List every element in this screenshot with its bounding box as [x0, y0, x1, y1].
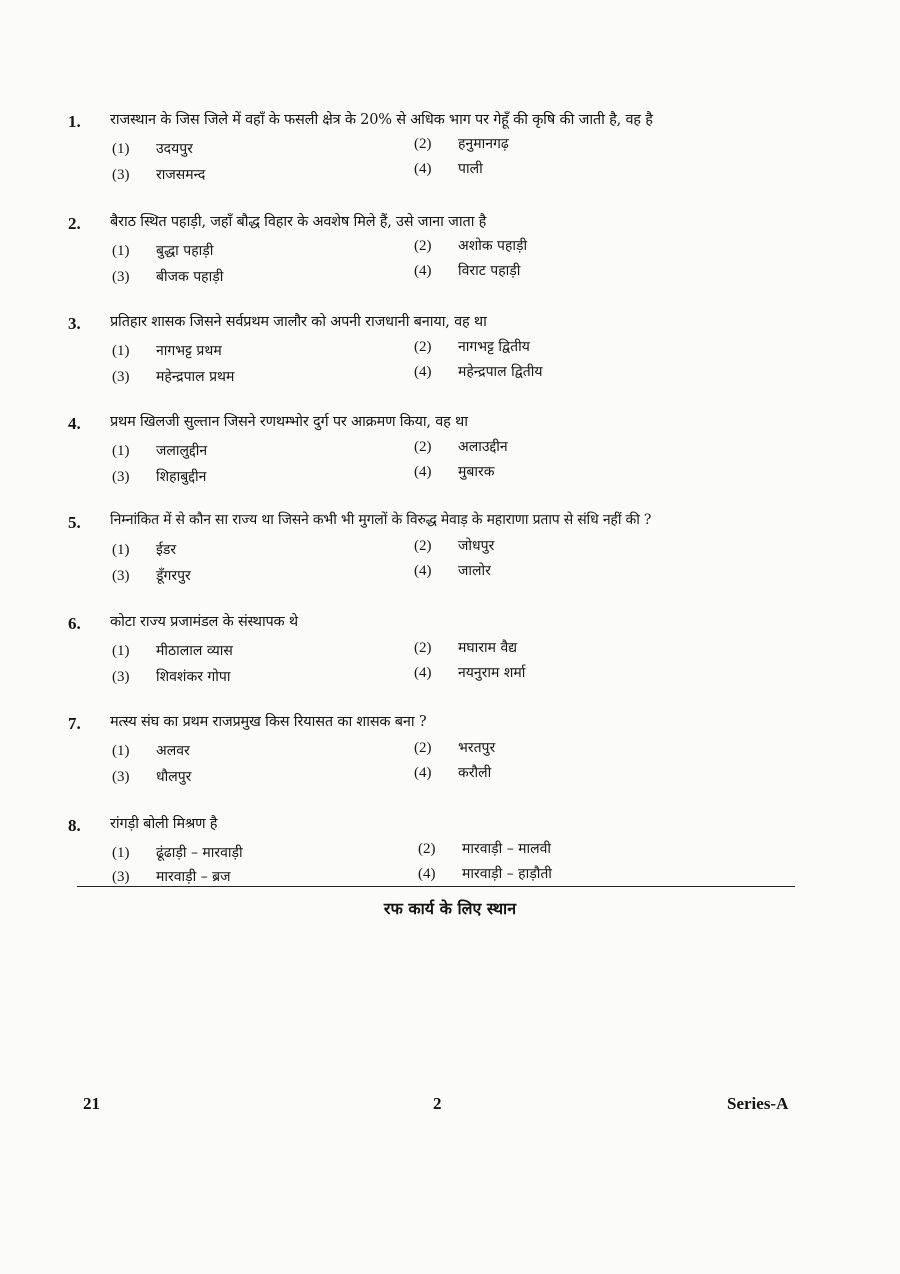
question-number: 7. [68, 714, 81, 733]
option-2: (2) मघाराम वैद्य [414, 640, 518, 656]
option-1: (1) अलवर [112, 743, 190, 759]
divider [77, 886, 795, 887]
option-1: (1) नागभट्ट प्रथम [112, 343, 222, 359]
option-2: (2) भरतपुर [414, 740, 496, 756]
option-3: (3) शिवशंकर गोपा [112, 669, 231, 685]
option-4: (4) जालोर [414, 563, 491, 579]
option-1: (1) उदयपुर [112, 141, 193, 157]
option-4: (4) मारवाड़ी – हाड़ौती [418, 866, 552, 882]
question-number: 6. [68, 614, 81, 633]
option-1: (1) ढूंढाड़ी – मारवाड़ी [112, 845, 243, 861]
option-1: (1) जलालुद्दीन [112, 443, 208, 459]
option-2: (2) अशोक पहाड़ी [414, 238, 528, 254]
option-3: (3) शिहाबुद्दीन [112, 469, 207, 485]
option-4: (4) महेन्द्रपाल द्वितीय [414, 364, 543, 380]
option-3: (3) राजसमन्द [112, 167, 206, 183]
question-text: निम्नांकित में से कौन सा राज्य था जिसने कभी भी मुगलों के विरुद्ध मेवाड़ के महाराणा प्रताप से संधि नहीं की ? [110, 512, 652, 528]
question-number: 4. [68, 414, 81, 433]
question-number: 2. [68, 214, 81, 233]
option-3: (3) महेन्द्रपाल प्रथम [112, 369, 235, 385]
paper-code: 21 [83, 1094, 100, 1113]
question-number: 8. [68, 816, 81, 835]
question-text: कोटा राज्य प्रजामंडल के संस्थापक थे [110, 614, 298, 630]
option-3: (3) मारवाड़ी – ब्रज [112, 869, 231, 885]
option-4: (4) मुबारक [414, 464, 495, 480]
option-2: (2) अलाउद्दीन [414, 439, 508, 455]
question-text: मत्स्य संघ का प्रथम राजप्रमुख किस रियासत का शासक बना ? [110, 714, 427, 730]
option-4: (4) नयनुराम शर्मा [414, 665, 526, 681]
rough-work-heading: रफ कार्य के लिए स्थान [383, 899, 517, 918]
option-1: (1) बुद्धा पहाड़ी [112, 243, 214, 259]
question-text: प्रतिहार शासक जिसने सर्वप्रथम जालौर को अपनी राजधानी बनाया, वह था [110, 314, 487, 330]
question-number: 3. [68, 314, 81, 333]
option-1: (1) मीठालाल व्यास [112, 643, 233, 659]
question-number: 1. [68, 112, 81, 131]
option-4: (4) विराट पहाड़ी [414, 263, 521, 279]
option-3: (3) बीजक पहाड़ी [112, 269, 224, 285]
question-number: 5. [68, 513, 81, 532]
option-2: (2) जोधपुर [414, 538, 495, 554]
question-text: राजस्थान के जिस जिले में वहाँ के फसली क्षेत्र के 20% से अधिक भाग पर गेहूँ की कृषि की जाती है, वह है [110, 112, 653, 128]
option-3: (3) डूँगरपुर [112, 568, 191, 584]
question-text: रांगड़ी बोली मिश्रण है [110, 816, 218, 832]
option-2: (2) मारवाड़ी – मालवी [418, 841, 552, 857]
option-1: (1) ईडर [112, 542, 177, 558]
option-3: (3) धौलपुर [112, 769, 192, 785]
page-number: 2 [433, 1094, 442, 1113]
question-text: प्रथम खिलजी सुल्तान जिसने रणथम्भोर दुर्ग पर आक्रमण किया, वह था [110, 414, 468, 430]
option-4: (4) करौली [414, 765, 492, 781]
series-label: Series-A [727, 1094, 789, 1113]
option-4: (4) पाली [414, 161, 483, 177]
question-text: बैराठ स्थित पहाड़ी, जहाँ बौद्ध विहार के अवशेष मिले हैं, उसे जाना जाता है [110, 214, 487, 230]
option-2: (2) हनुमानगढ़ [414, 136, 509, 152]
option-2: (2) नागभट्ट द्वितीय [414, 339, 530, 355]
